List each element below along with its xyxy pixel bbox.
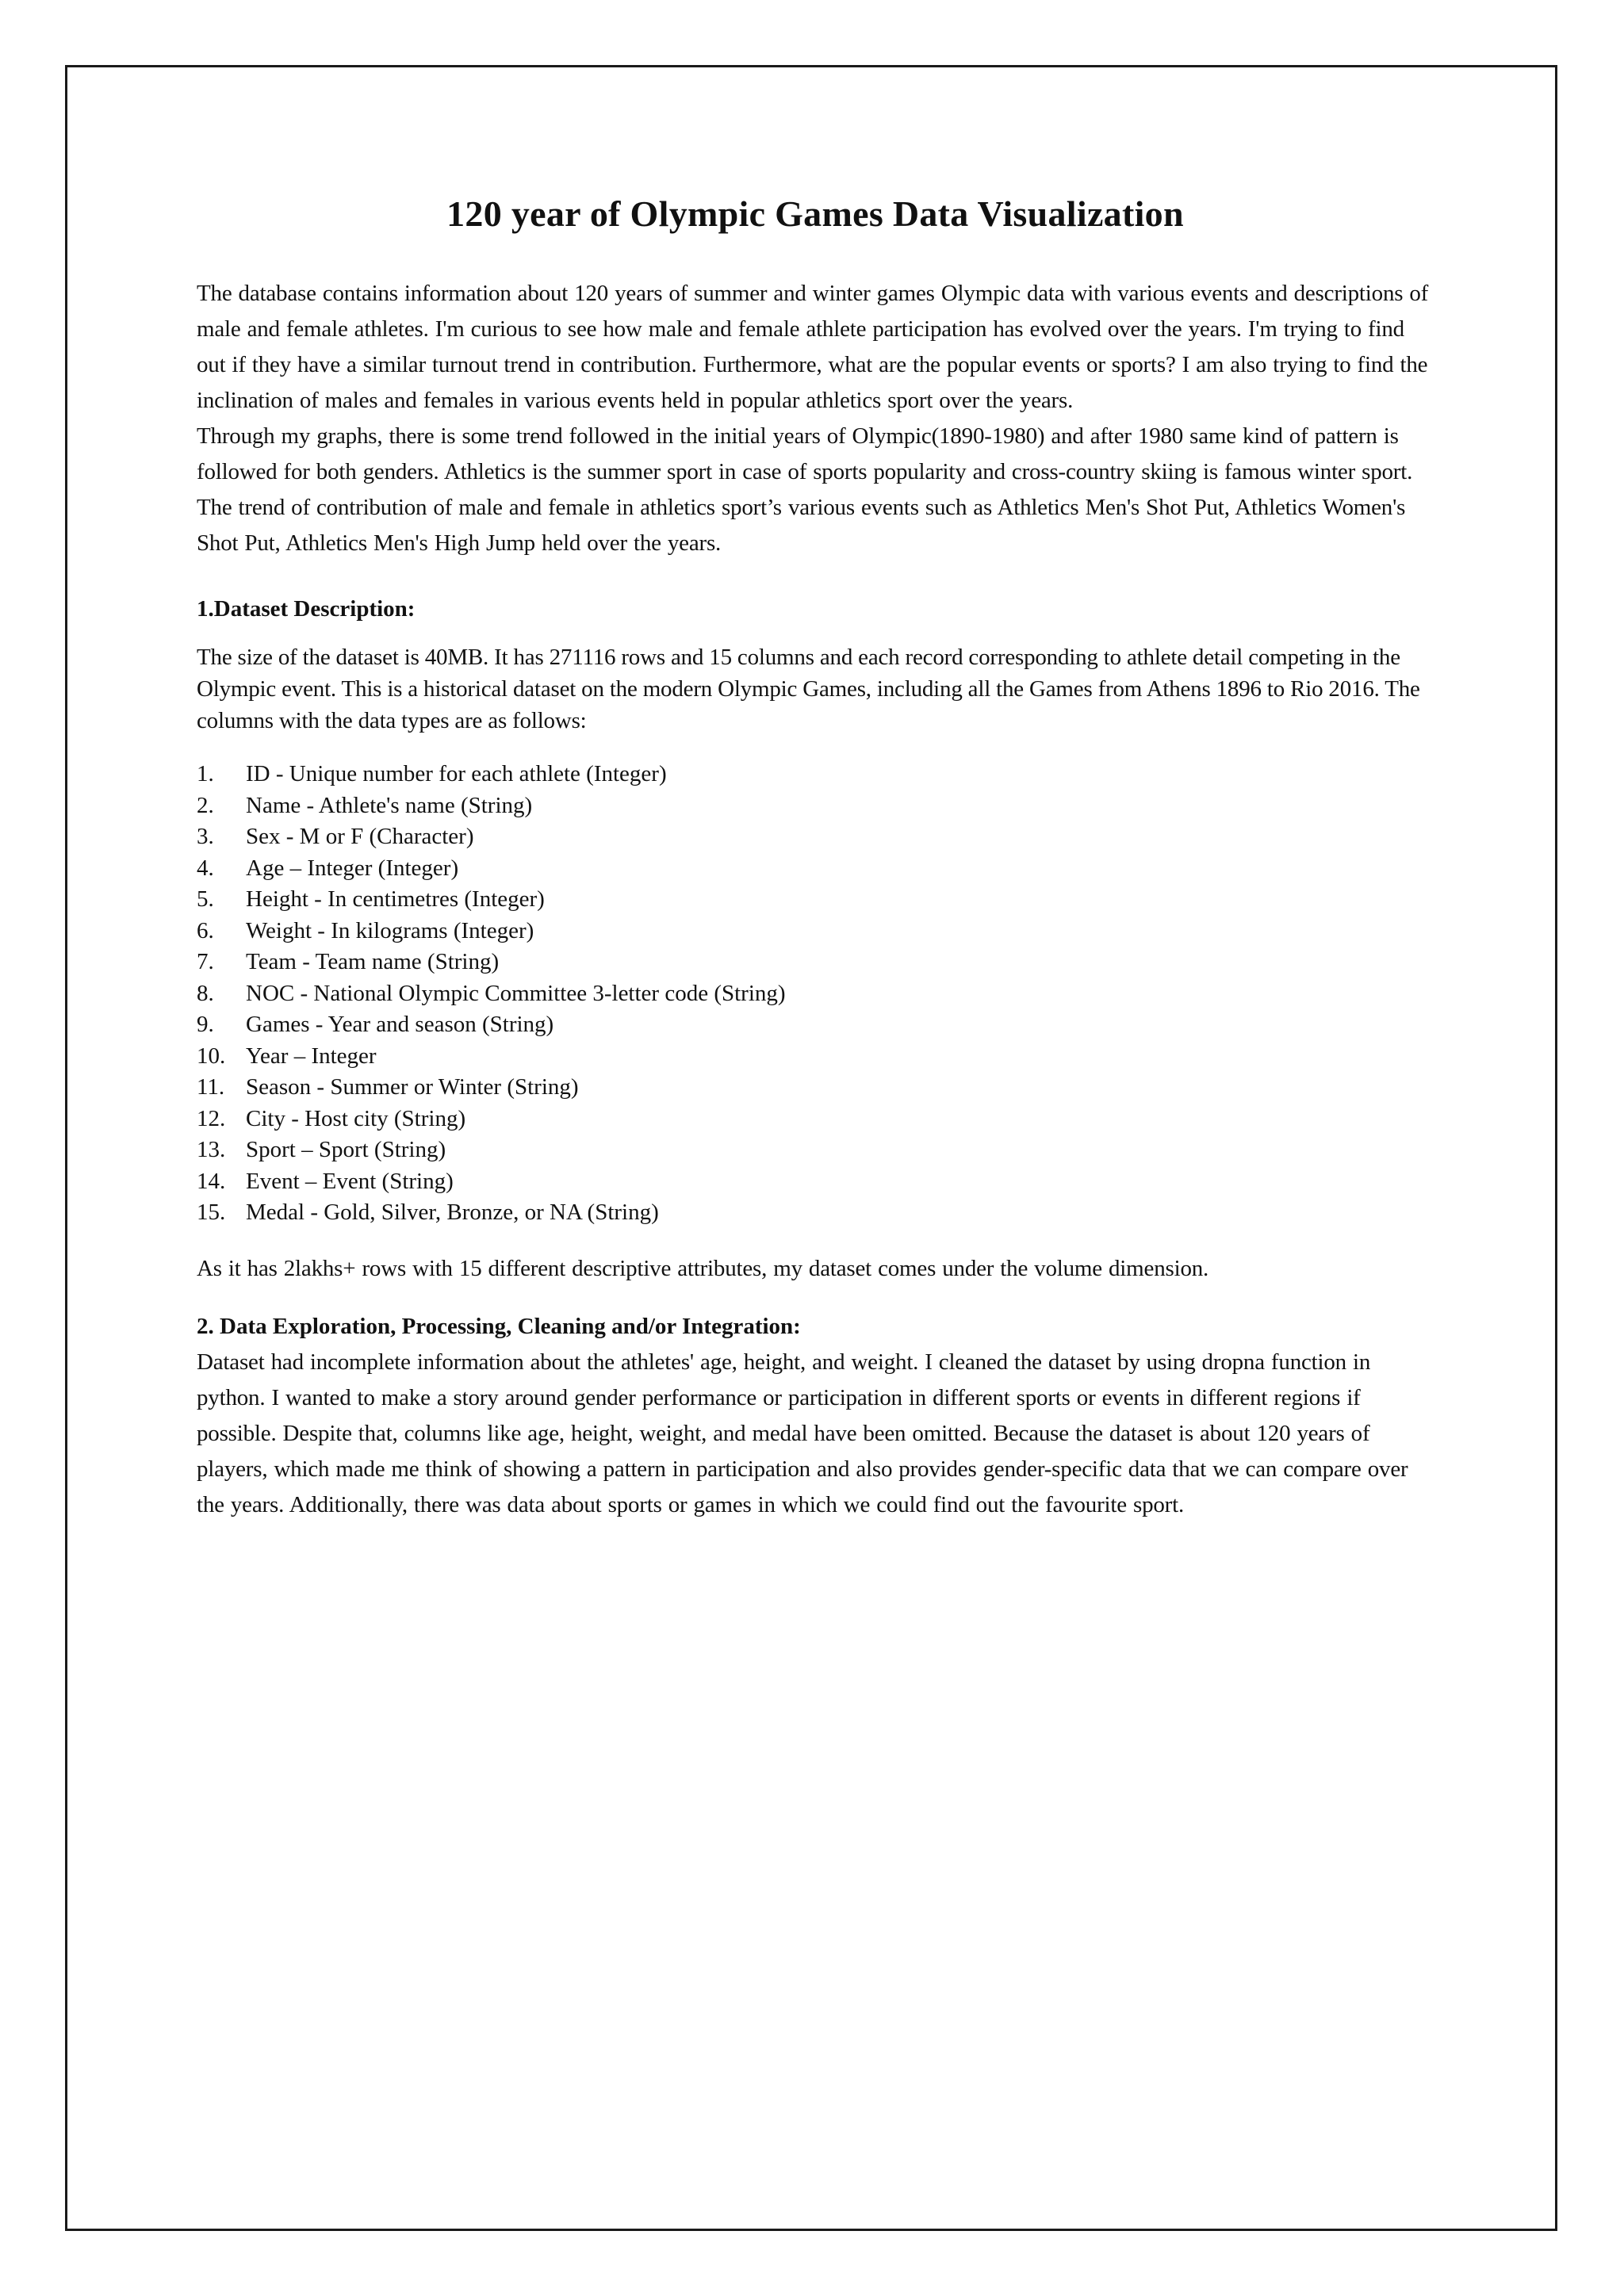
list-item: 11. Season - Summer or Winter (String) xyxy=(197,1074,579,1100)
list-item: 12. City - Host city (String) xyxy=(197,1105,466,1131)
section-2-body: Dataset had incomplete information about the athletes' age, height, and weight. I cleaned the dataset by using dropna function in python. I wanted to make a story around gender performance or participation in different sports or events in different regions if possible. Despite that, columns like age, height, weight, and medal have been omitted. Because the dataset is about 120 years of players, which made me think of showing a pattern in participation and also provides gender-specific data that we can compare over the years. Additionally, there was data about sports or games in which we could find out the favourite sport. xyxy=(197,1349,1408,1517)
list-item: 1. ID - Unique number for each athlete (Integer) xyxy=(197,761,667,786)
list-item: 3. Sex - M or F (Character) xyxy=(197,824,474,849)
section-2-heading: 2. Data Exploration, Processing, Cleaning and/or Integration: xyxy=(197,1313,801,1339)
list-item: 5. Height - In centimetres (Integer) xyxy=(197,886,545,912)
list-item: 14. Event – Event (String) xyxy=(197,1168,454,1194)
spacer xyxy=(197,627,1434,641)
list-item: 2. Name - Athlete's name (String) xyxy=(197,792,533,818)
spacer xyxy=(197,737,1434,759)
list-item: 6. Weight - In kilograms (Integer) xyxy=(197,917,534,943)
list-item: 8. NOC - National Olympic Committee 3-letter code (String) xyxy=(197,980,786,1006)
list-item: 10. Year – Integer xyxy=(197,1043,377,1069)
spacer xyxy=(197,1229,1434,1251)
list-item: 4. Age – Integer (Integer) xyxy=(197,855,459,881)
intro-paragraph-1: The database contains information about 120 years of summer and winter games Olympic data with various events and descriptions of male and female athletes. I'm curious to see how male and female athlete participation has evolved over the years. I'm trying to find out if they have a similar turnout trend in contribution. Furthermore, what are the popular events or sports? I am also trying to find the inclination of males and females in various events held in popular athletics sport over the years. xyxy=(197,281,1429,413)
list-item: 7. Team - Team name (String) xyxy=(197,949,500,974)
dataset-description: The size of the dataset is 40MB. It has 271116 rows and 15 columns and each record corresponding to athlete detail competing in the Olympic event. This is a historical dataset on the modern Olympic Games, including all the Games from Athens 1896 to Rio 2016. The columns with the data types are as follows: xyxy=(197,645,1420,733)
column-list xyxy=(197,759,1434,1229)
spacer xyxy=(197,561,1434,591)
document-title: 120 year of Olympic Games Data Visualization xyxy=(446,193,1184,234)
section-1-heading: 1.Dataset Description: xyxy=(197,596,416,622)
volume-note: As it has 2lakhs+ rows with 15 different descriptive attributes, my dataset comes under the volume dimension. xyxy=(197,1255,1209,1281)
document-body xyxy=(197,190,1434,1523)
list-item: 13. Sport – Sport (String) xyxy=(197,1137,446,1162)
list-item: 15. Medal - Gold, Silver, Bronze, or NA (String) xyxy=(197,1200,659,1225)
spacer xyxy=(197,1287,1434,1309)
list-item: 9. Games - Year and season (String) xyxy=(197,1012,554,1037)
intro-paragraph-2: Through my graphs, there is some trend followed in the initial years of Olympic(1890-1980) and after 1980 same kind of pattern is followed for both genders. Athletics is the summer sport in case of sports popularity and cross-country skiing is famous winter sport. The trend of contribution of male and female in athletics sport’s various events such as Athletics Men's Shot Put, Athletics Women's Shot Put, Athletics Men's High Jump held over the years. xyxy=(197,423,1413,556)
